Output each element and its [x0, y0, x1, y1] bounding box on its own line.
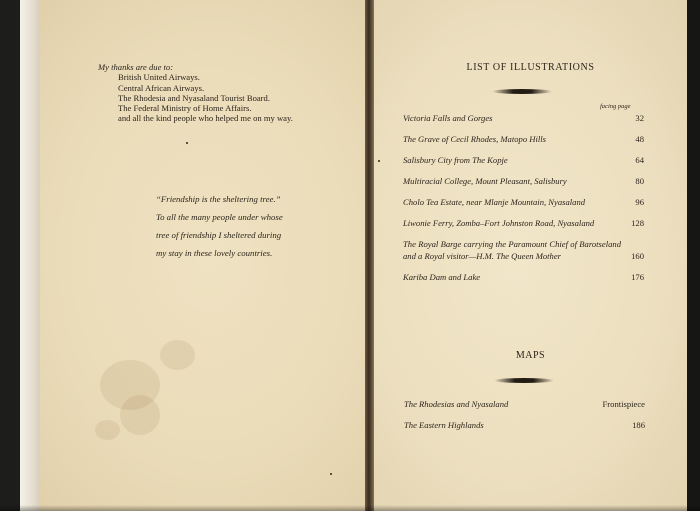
illustration-title: Multiracial College, Mount Pleasant, Salisbury	[403, 176, 567, 186]
acknowledgements-list	[118, 72, 358, 123]
paper-fleck	[186, 142, 188, 144]
book-gutter	[365, 0, 374, 511]
map-page: 186	[632, 420, 645, 430]
acknowledgements-heading: My thanks are due to:	[98, 62, 174, 72]
map-title: The Eastern Highlands	[404, 420, 484, 430]
paper-fleck	[330, 473, 332, 475]
dedication-line: my stay in these lovely countries.	[156, 248, 273, 258]
illustration-title: Victoria Falls and Gorges	[403, 113, 493, 123]
illustration-page: 64	[635, 155, 644, 165]
ornament-divider	[492, 89, 552, 94]
map-entry	[404, 420, 645, 430]
maps-title: MAPS	[515, 350, 546, 361]
illustration-title: The Royal Barge carrying the Paramount Chief of Barotseland and a Royal visitor—H.M. The Queen Mother	[403, 239, 621, 261]
illustration-page: 48	[635, 134, 644, 144]
background-edge	[687, 0, 700, 511]
illustration-title: Cholo Tea Estate, near Mlanje Mountain, Nyasaland	[403, 197, 586, 207]
illustration-entry	[403, 217, 644, 229]
paper-fleck	[378, 160, 380, 162]
acknowledgement-item: Central African Airways.	[118, 82, 205, 93]
illustration-entry	[403, 112, 644, 124]
page-stain	[160, 340, 195, 370]
illustrations-title: LIST OF ILLUSTRATIONS	[466, 62, 595, 73]
illustration-page: 128	[631, 218, 644, 228]
illustration-title: The Grave of Cecil Rhodes, Matopo Hills	[403, 134, 546, 144]
illustration-entry	[403, 196, 644, 208]
illustration-title: Salisbury City from The Kopje	[403, 155, 508, 165]
illustration-page: 176	[631, 272, 644, 282]
illustration-title: Liwonie Ferry, Zomba–Fort Johnston Road, Nyasaland	[403, 218, 595, 228]
illustration-entry	[403, 175, 644, 187]
illustration-page: 160	[631, 251, 644, 261]
dedication	[156, 190, 356, 262]
map-title: The Rhodesias and Nyasaland	[404, 399, 509, 409]
dedication-line: To all the many people under whose	[156, 212, 283, 222]
left-page-edge	[20, 0, 40, 511]
bottom-shadow	[0, 505, 700, 511]
illustration-entry	[403, 154, 644, 166]
illustration-page: 96	[635, 197, 644, 207]
acknowledgements	[98, 62, 358, 124]
page-stain	[120, 395, 160, 435]
dedication-line: tree of friendship I sheltered during	[156, 230, 282, 240]
ornament-divider	[494, 378, 554, 383]
map-page: Frontispiece	[602, 399, 645, 409]
acknowledgement-item: The Federal Ministry of Home Affairs.	[118, 103, 252, 114]
page-stain	[95, 420, 120, 440]
illustration-entry	[403, 133, 644, 145]
illustration-page: 80	[635, 176, 644, 186]
illustration-page: 32	[635, 113, 644, 123]
illustration-entry	[403, 238, 644, 262]
dedication-line: “Friendship is the sheltering tree.”	[156, 194, 281, 204]
acknowledgement-item: The Rhodesia and Nyasaland Tourist Board.	[118, 92, 270, 103]
map-entry	[404, 399, 645, 409]
acknowledgement-item: British United Airways.	[118, 72, 200, 83]
facing-page-label: facing page	[600, 103, 631, 110]
illustration-title: Kariba Dam and Lake	[403, 272, 481, 282]
illustration-entry	[403, 271, 644, 283]
acknowledgement-item: and all the kind people who helped me on my way.	[118, 113, 293, 124]
